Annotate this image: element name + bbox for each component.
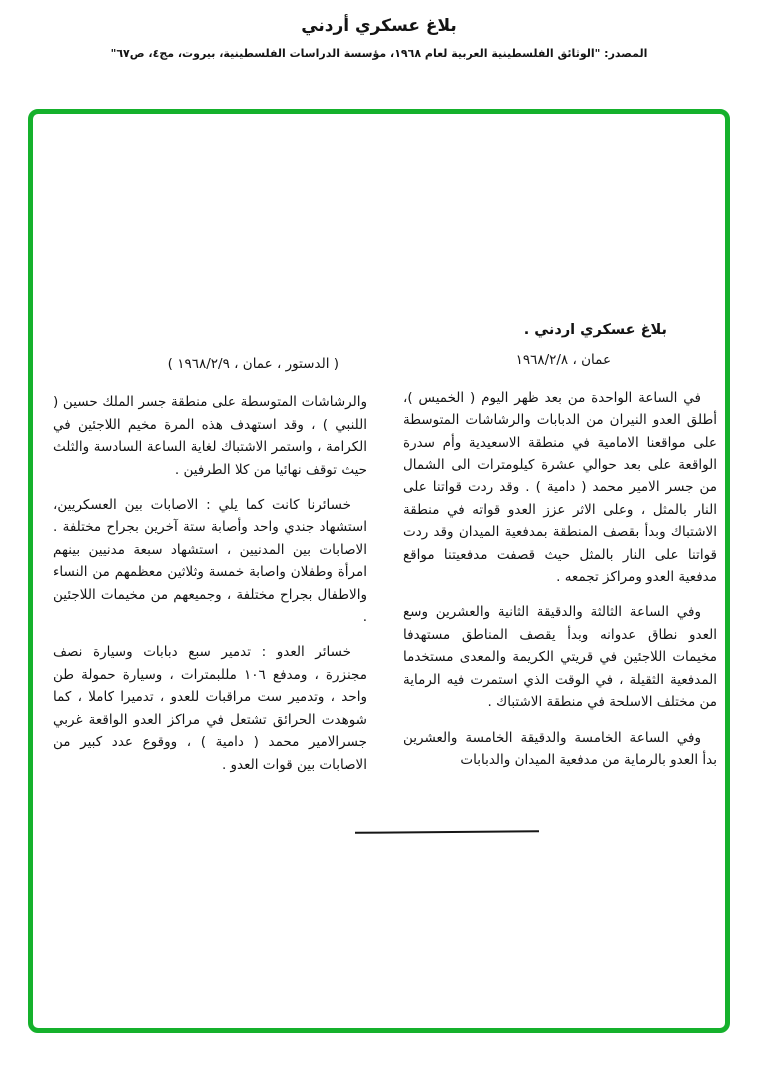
source-line: المصدر: "الوثائق الفلسطينية العربية لعام ١٩٦٨، مؤسسة الدراسات الفلسطينية، بيروت، مج٤، ص٦٧" — [110, 47, 648, 60]
communique-heading: بلاغ عسكري اردني . — [523, 322, 667, 338]
page-title: بلاغ عسكري أردني — [301, 16, 457, 36]
right-column — [403, 319, 717, 771]
divider-line — [355, 830, 539, 834]
communique-dateline: عمان ، ١٩٦٨/٢/٨ — [515, 352, 611, 369]
communique-paragraph: خسائر العدو : تدمير سبع دبابات وسيارة نصف مجنزرة ، ومدفع ١٠٦ مللبمترات ، وسيارة حمولة طن واحد ، وتدمير ست مراقبات للعدو ، تدميرا كاملا ، كما شوهدت الحرائق تشتعل في مراكز العدو الواقعة غربي جسرالامير محمد ( دامية ) ، ووقوع عدد كبير من الاصابات بين قوات العدو . — [53, 644, 367, 773]
communique-paragraph: وفي الساعة الخامسة والدقيقة الخامسة والعشرين بدأ العدو بالرماية من مدفعية الميدان والدبابات — [403, 729, 717, 768]
newspaper-attribution: ( الدستور ، عمان ، ١٩٦٨/٢/٩ ) — [167, 356, 339, 372]
communique-border-box — [28, 109, 730, 1033]
left-column — [53, 353, 367, 776]
communique-paragraph: في الساعة الواحدة من بعد ظهر اليوم ( الخميس )، أطلق العدو النيران من الدبابات والرشاشات المتوسطة على مواقعنا الامامية في منطقة الاسعيدية وأم سدرة الواقعة على بعد حوالي عشرة كيلومترات الى الشمال من جسر الامير محمد ( دامية ) . وقد ردت قواتنا على النار بالمثل ، وعلى الاثر عزز العدو قواته في منطقة الاشتباك وبدأ بقصف المنطقة بمدفعية الميدان وقد ردت قواتنا على النار بالمثل حيث قصفت مدفعيتنا مواقع مدفعية العدو ومراكز تجمعه . — [403, 389, 717, 586]
communique-paragraph: والرشاشات المتوسطة على منطقة جسر الملك حسين ( اللنبي ) ، وقد استهدف هذه المرة مخيم اللاجئين في الكرامة ، واستمر الاشتباك لغاية الساعة السادسة والثلث حيث توقف نهائيا من كلا الطرفين . — [53, 394, 367, 478]
communique-paragraph: خسائرنا كانت كما يلي : الاصابات بين العسكريين، استشهاد جندي واحد وأصابة ستة آخرين بجراح مختلفة . الاصابات بين المدنيين ، استشهاد سبعة مدنيين بينهم امرأة وطفلان واصابة خمسة وثلاثين معظمهم من النساء والاطفال بجراح مختلفة ، وجميعهم من مخيمات اللاجئين . — [53, 497, 367, 626]
communique-paragraph: وفي الساعة الثالثة والدقيقة الثانية والعشرين وسع العدو نطاق عدوانه وبدأ يقصف المناطق مستهدفا مخيمات اللاجئين في قريتي الكريمة والمعدى مستخدما المدفعية الثقيلة ، في الوقت الذي استمرت فيه الرماية من مختلف الاسلحة في منطقة الاشتباك . — [403, 604, 717, 711]
